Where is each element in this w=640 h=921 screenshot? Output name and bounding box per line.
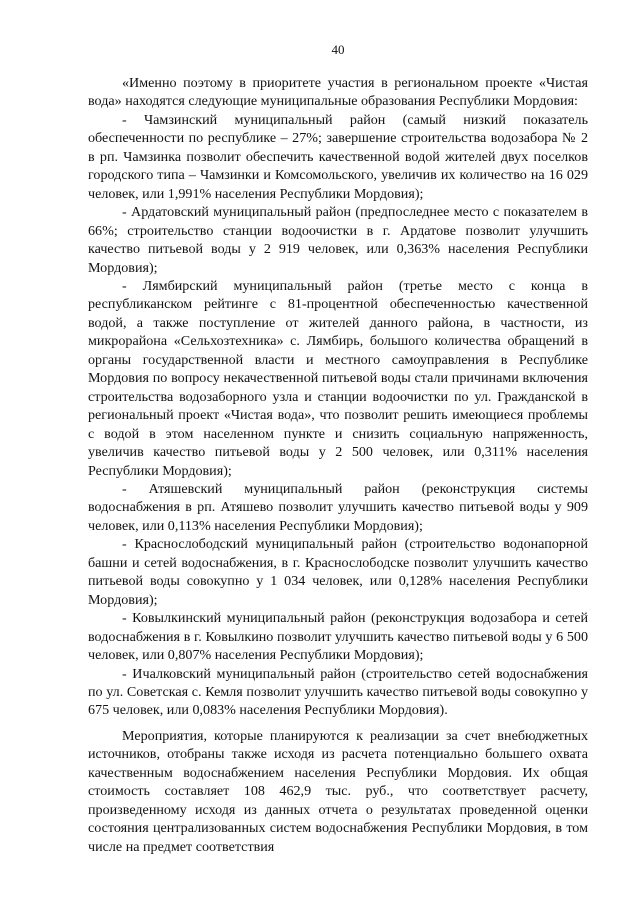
list-item-krasnoslobodsky: - Краснослободский муниципальный район (строительство водонапорной башни и сетей водоснабжения, в г. Краснослободске позволит улучшить качество питьевой воды совокупно у 1 034 человек, или 0,128% населения Республики Мордовия); [88,536,588,608]
list-item-chamzinsky: - Чамзинский муниципальный район (самый низкий показатель обеспеченности по республике – 27%; завершение строительства водозабора № 2 в рп. Чамзинка позволит обеспечить качественной водой жителей двух поселков городского типа – Чамзинки и Комсомольского, увеличив их количество на 16 029 человек, или 1,991% населения Республики Мордовия); [88,111,588,202]
list-item-atyashevsky: - Атяшевский муниципальный район (реконструкция системы водоснабжения в рп. Атяшево позволит улучшить качество питьевой воды у 909 человек, или 0,113% населения Республики Мордовия); [88,480,588,534]
list-item-lyambirsky: - Лямбирский муниципальный район (третье место с конца в республиканском рейтинге с 81-процентной обеспеченностью качественной водой, а также поступление от жителей данного района, в частности, из микрорайона «Сельхозтехника» с. Лямбирь, большого количества обращений в органы государственной власти и местного самоуправления в Республике Мордовия по вопросу некачественной питьевой воды стали причинами включения строительства водозаборного узла и станции водоочистки по ул. Гражданской в региональный проект «Чистая вода», что позволит решить имеющиеся проблемы с водой в этом населенном пункте и снизить социальную напряженность, увеличив качество питьевой воды у 2 500 человек, или 0,311% населения Республики Мордовия); [88,277,588,479]
document-body [88,74,588,856]
list-item-kovylkinsky: - Ковылкинский муниципальный район (реконструкция водозабора и сетей водоснабжения в г. Ковылкино позволит улучшить качество питьевой воды у 6 500 человек, или 0,807% населения Республики Мордовия); [88,610,588,664]
page-number: 40 [331,42,345,57]
list-item-ichalkovsky: - Ичалковский муниципальный район (строительство сетей водоснабжения по ул. Советская с. Кемля позволит улучшить качество питьевой воды совокупно у 675 человек, или 0,083% населения Республики Мордовия). [88,665,588,719]
intro-paragraph: «Именно поэтому в приоритете участия в региональном проекте «Чистая вода» находятся следующие муниципальные образования Республики Мордовия: [88,75,588,110]
closing-paragraph: Мероприятия, которые планируются к реализации за счет внебюджетных источников, отобраны также исходя из расчета потенциально большего охвата качественным водоснабжением населения Республики Мордовия. Их общая стоимость составляет 108 462,9 тыс. руб., что соответствует расчету, произведенному исходя из данных отчета о результатах проведенной оценки состояния централизованных систем водоснабжения Республики Мордовия, в том числе на предмет соответствия [88,727,588,855]
list-item-ardatovsky: - Ардатовский муниципальный район (предпоследнее место с показателем в 66%; строительство станции водоочистки в г. Ардатове позволит улучшить качество питьевой воды у 2 919 человек, или 0,363% населения Республики Мордовия); [88,204,588,276]
